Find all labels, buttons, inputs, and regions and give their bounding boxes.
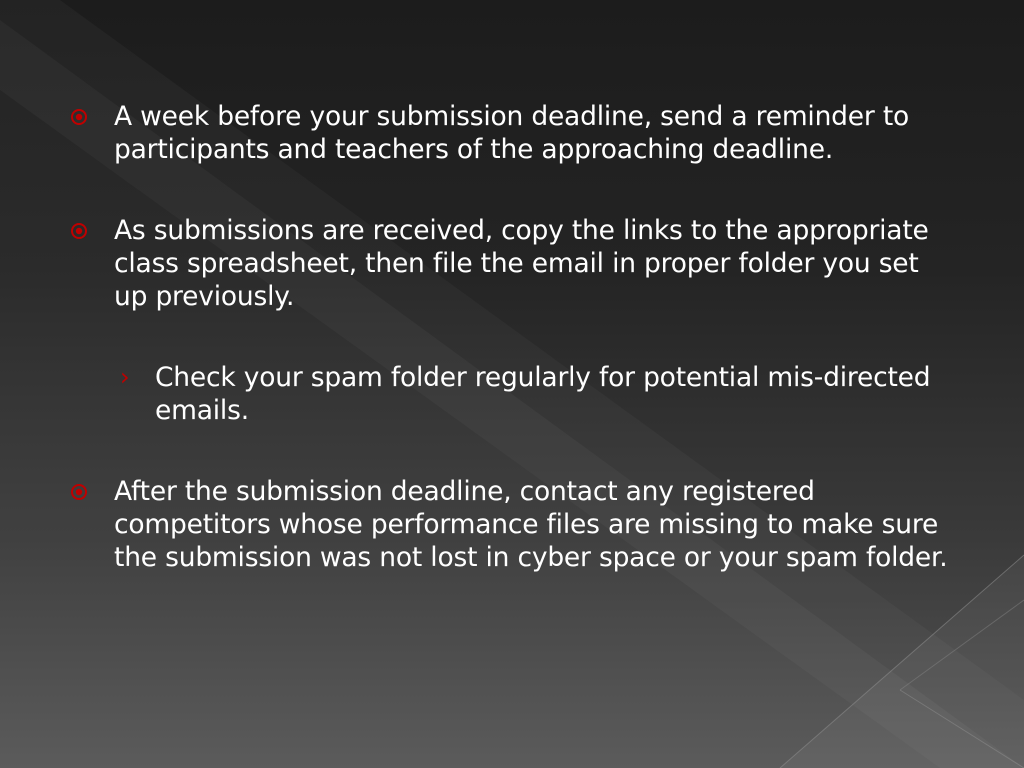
bullet-item [70,214,950,313]
bullet-item [70,475,950,574]
slide-body [70,100,950,574]
sub-bullet-text: Check your spam folder regularly for potential mis-directed emails. [155,362,931,426]
sub-bullet-item [112,361,950,427]
target-bullet-icon [70,222,88,240]
chevron-right-icon: › [120,363,130,391]
bullet-text: After the submission deadline, contact any registered competitors whose performance files are missing to make sure the submission was not lost in cyber space or your spam folder. [114,476,948,573]
target-bullet-icon [70,483,88,501]
bullet-text: A week before your submission deadline, send a reminder to participants and teachers of the approaching deadline. [114,101,910,165]
target-bullet-icon [70,108,88,126]
bullet-text: As submissions are received, copy the links to the appropriate class spreadsheet, then file the email in proper folder you set up previously. [114,215,929,312]
bullet-item [70,100,950,166]
